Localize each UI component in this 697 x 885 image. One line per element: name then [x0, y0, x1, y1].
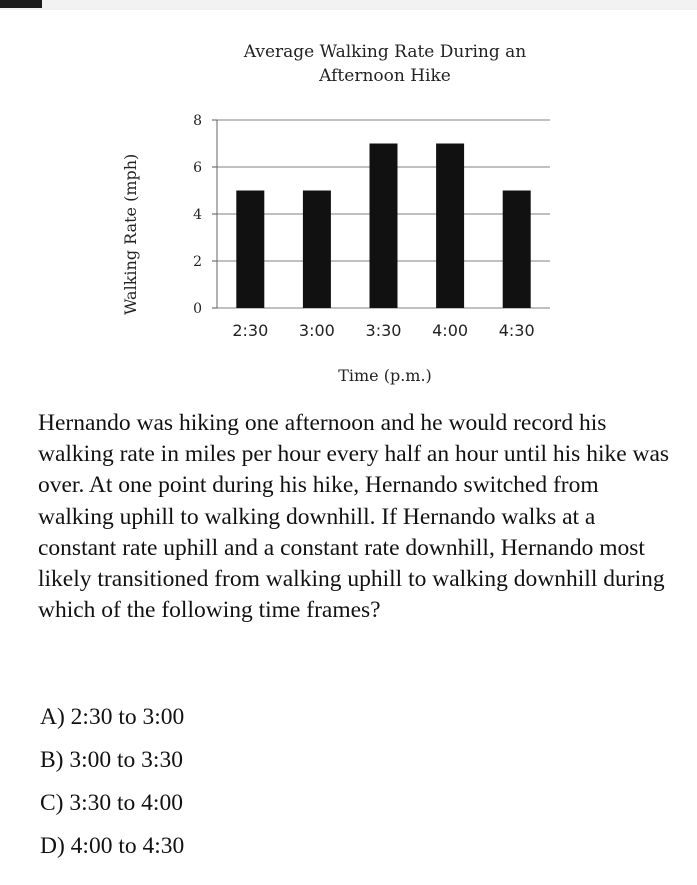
y-tick-label-4: 4 [193, 207, 202, 223]
y-tick-label-2: 2 [193, 254, 202, 270]
y-tick-label-8: 8 [193, 113, 202, 129]
choice-a[interactable] [40, 704, 440, 747]
bar-2 [303, 191, 331, 309]
chart-title-line-2: Afternoon Hike [319, 66, 451, 86]
bar-chart [120, 36, 580, 396]
choice-d[interactable] [40, 833, 440, 876]
y-axis-label: Walking Rate (mph) [121, 153, 140, 315]
bar-5 [503, 191, 531, 309]
question-text: Hernando was hiking one afternoon and he would record his walking rate in miles per hour every half an hour until his hike was over. At one point during his hike, Hernando switched from walking uphill to walking downhill. If Hernando walks at a constant rate uphill and a constant rate downhill, Hernando most likely transitioned from walking uphill to walking downhill during which of the following time frames? [38, 410, 670, 624]
choice-a-text: 2:30 to 3:00 [70, 704, 185, 730]
x-tick-label-1: 2:30 [232, 321, 269, 340]
chart-plot [120, 36, 580, 396]
choice-c-text: 3:30 to 4:00 [69, 790, 183, 816]
bar-4 [436, 144, 464, 309]
answer-choices [40, 704, 440, 876]
x-tick-label-5: 4:30 [498, 321, 535, 340]
chart-title-line-1: Average Walking Rate During an [243, 42, 527, 62]
choice-c[interactable] [40, 790, 440, 833]
choice-d-text: 4:00 to 4:30 [70, 833, 185, 859]
choice-b-text: 3:00 to 3:30 [69, 747, 183, 773]
choice-b-letter: B) [40, 747, 64, 773]
x-tick-label-2: 3:00 [298, 321, 335, 340]
choice-d-letter: D) [40, 833, 65, 859]
y-tick-label-0: 0 [193, 301, 202, 317]
top-mark [0, 0, 42, 8]
bar-3 [370, 144, 398, 309]
choice-b[interactable] [40, 747, 440, 790]
choice-c-letter: C) [40, 790, 64, 816]
x-tick-label-3: 3:30 [365, 321, 402, 340]
x-tick-label-4: 4:00 [432, 321, 469, 340]
bar-1 [236, 191, 264, 309]
y-tick-label-6: 6 [193, 160, 202, 176]
choice-a-letter: A) [40, 704, 65, 730]
x-axis-label: Time (p.m.) [338, 366, 432, 385]
top-strip [0, 0, 697, 10]
